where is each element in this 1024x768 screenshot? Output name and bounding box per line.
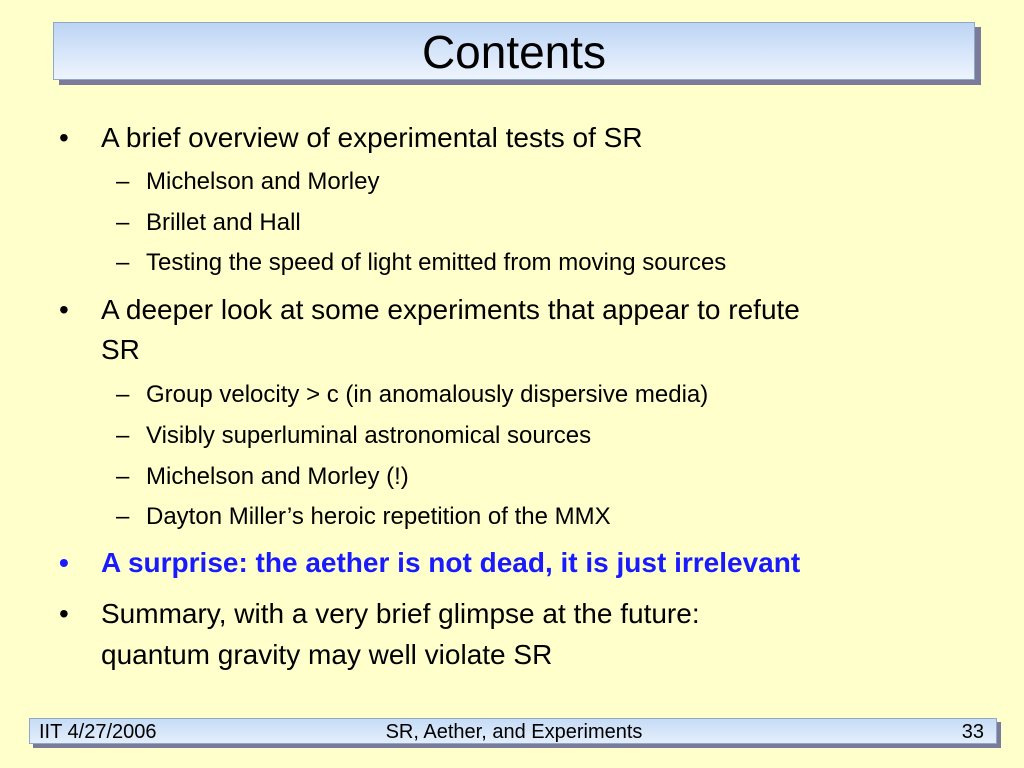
dash-icon: – bbox=[116, 209, 130, 236]
sub-list-item-text: Visibly superluminal astronomical sources bbox=[146, 422, 592, 449]
sub-list-item-text: Brillet and Hall bbox=[146, 209, 301, 236]
sub-list-item-text: Michelson and Morley (!) bbox=[146, 463, 409, 490]
bullet-icon: • bbox=[59, 122, 69, 153]
dash-icon: – bbox=[116, 463, 130, 490]
dash-icon: – bbox=[116, 381, 130, 408]
bullet-icon: • bbox=[59, 294, 69, 325]
list-item-text: SR bbox=[101, 334, 140, 365]
bullet-icon: • bbox=[59, 598, 69, 629]
bullet-icon: • bbox=[59, 547, 69, 578]
footer-bar bbox=[29, 718, 997, 744]
list-item-text: A brief overview of experimental tests of SR bbox=[101, 122, 643, 153]
page-number: 33 bbox=[961, 721, 984, 743]
footer-date: IIT 4/27/2006 bbox=[39, 721, 157, 743]
footer-title: SR, Aether, and Experiments bbox=[385, 721, 643, 743]
sub-list-item-text: Michelson and Morley bbox=[146, 168, 380, 195]
list-item-text: A deeper look at some experiments that appear to refute bbox=[101, 294, 800, 325]
list-item-text: A surprise: the aether is not dead, it is just irrelevant bbox=[101, 547, 801, 578]
slide-title: Contents bbox=[421, 26, 607, 78]
list-item-text: Summary, with a very brief glimpse at the future: bbox=[101, 598, 700, 629]
dash-icon: – bbox=[116, 249, 130, 276]
sub-list-item-text: Dayton Miller’s heroic repetition of the MMX bbox=[146, 503, 611, 530]
list-item-text: quantum gravity may well violate SR bbox=[101, 639, 553, 670]
sub-list-item-text: Group velocity > c (in anomalously dispersive media) bbox=[146, 381, 709, 408]
dash-icon: – bbox=[116, 422, 130, 449]
sub-list-item-text: Testing the speed of light emitted from moving sources bbox=[146, 249, 727, 276]
dash-icon: – bbox=[116, 168, 130, 195]
dash-icon: – bbox=[116, 503, 130, 530]
